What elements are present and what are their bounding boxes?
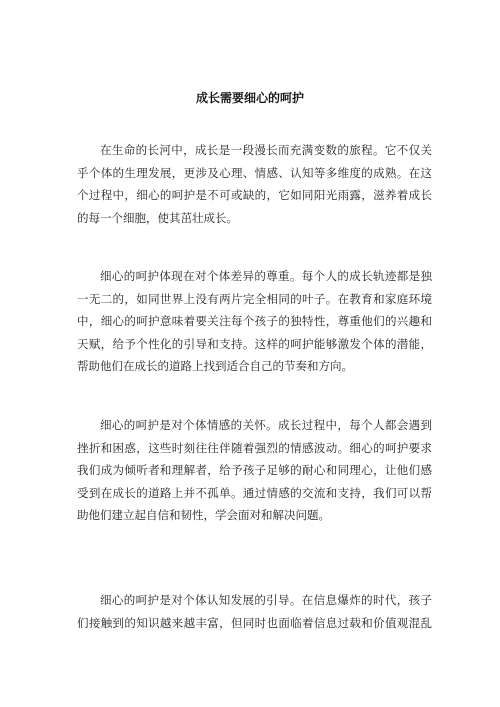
- paragraph-line: 帮助他们在成长的道路上找到适合自己的节奏和方向。: [77, 359, 353, 374]
- paragraph-1: [77, 139, 432, 229]
- paragraph-line: 在生命的长河中，成长是一段漫长而充满变数的旅程。它不仅关: [100, 143, 432, 157]
- paragraph-line: 中，细心的呵护意味着要关注每个孩子的独特性，尊重他们的兴趣和: [77, 314, 432, 329]
- paragraph-4: [77, 589, 432, 634]
- paragraph-line: 们接触到的知识越来越丰富，但同时也面临着信息过载和价值观混乱: [77, 615, 432, 630]
- paragraph-2: [77, 265, 432, 378]
- paragraph-line: 的每一个细胞，使其茁壮成长。: [77, 210, 238, 225]
- document-title: 成长需要细心的呵护: [195, 91, 304, 105]
- paragraph-line: 细心的呵护体现在对个体差异的尊重。每个人的成长轨迹都是独: [100, 269, 432, 283]
- paragraph-3: [77, 414, 432, 527]
- paragraph-line: 细心的呵护是对个体情感的关怀。成长过程中，每个人都会遇到: [100, 418, 432, 432]
- paragraph-line: 细心的呵护是对个体认知发展的引导。在信息爆炸的时代，孩子: [100, 593, 432, 607]
- paragraph-line: 个过程中，细心的呵护是不可或缺的，它如同阳光雨露，滋养着成长: [77, 188, 432, 203]
- paragraph-line: 一无二的，如同世界上没有两片完全相同的叶子。在教育和家庭环境: [77, 291, 432, 306]
- paragraph-line: 乎个体的生理发展，更涉及心理、情感、认知等多维度的成熟。在这: [77, 165, 432, 180]
- paragraph-line: 助他们建立起自信和韧性，学会面对和解决问题。: [77, 508, 330, 523]
- paragraph-line: 我们成为倾听者和理解者，给予孩子足够的耐心和同理心，让他们感: [77, 463, 432, 478]
- paragraph-line: 受到在成长的道路上并不孤单。通过情感的交流和支持，我们可以帮: [77, 485, 432, 500]
- paragraph-line: 挫折和困惑，这些时刻往往伴随着强烈的情感波动。细心的呵护要求: [77, 440, 432, 455]
- paragraph-line: 天赋，给予个性化的引导和支持。这样的呵护能够激发个体的潜能，: [77, 336, 432, 351]
